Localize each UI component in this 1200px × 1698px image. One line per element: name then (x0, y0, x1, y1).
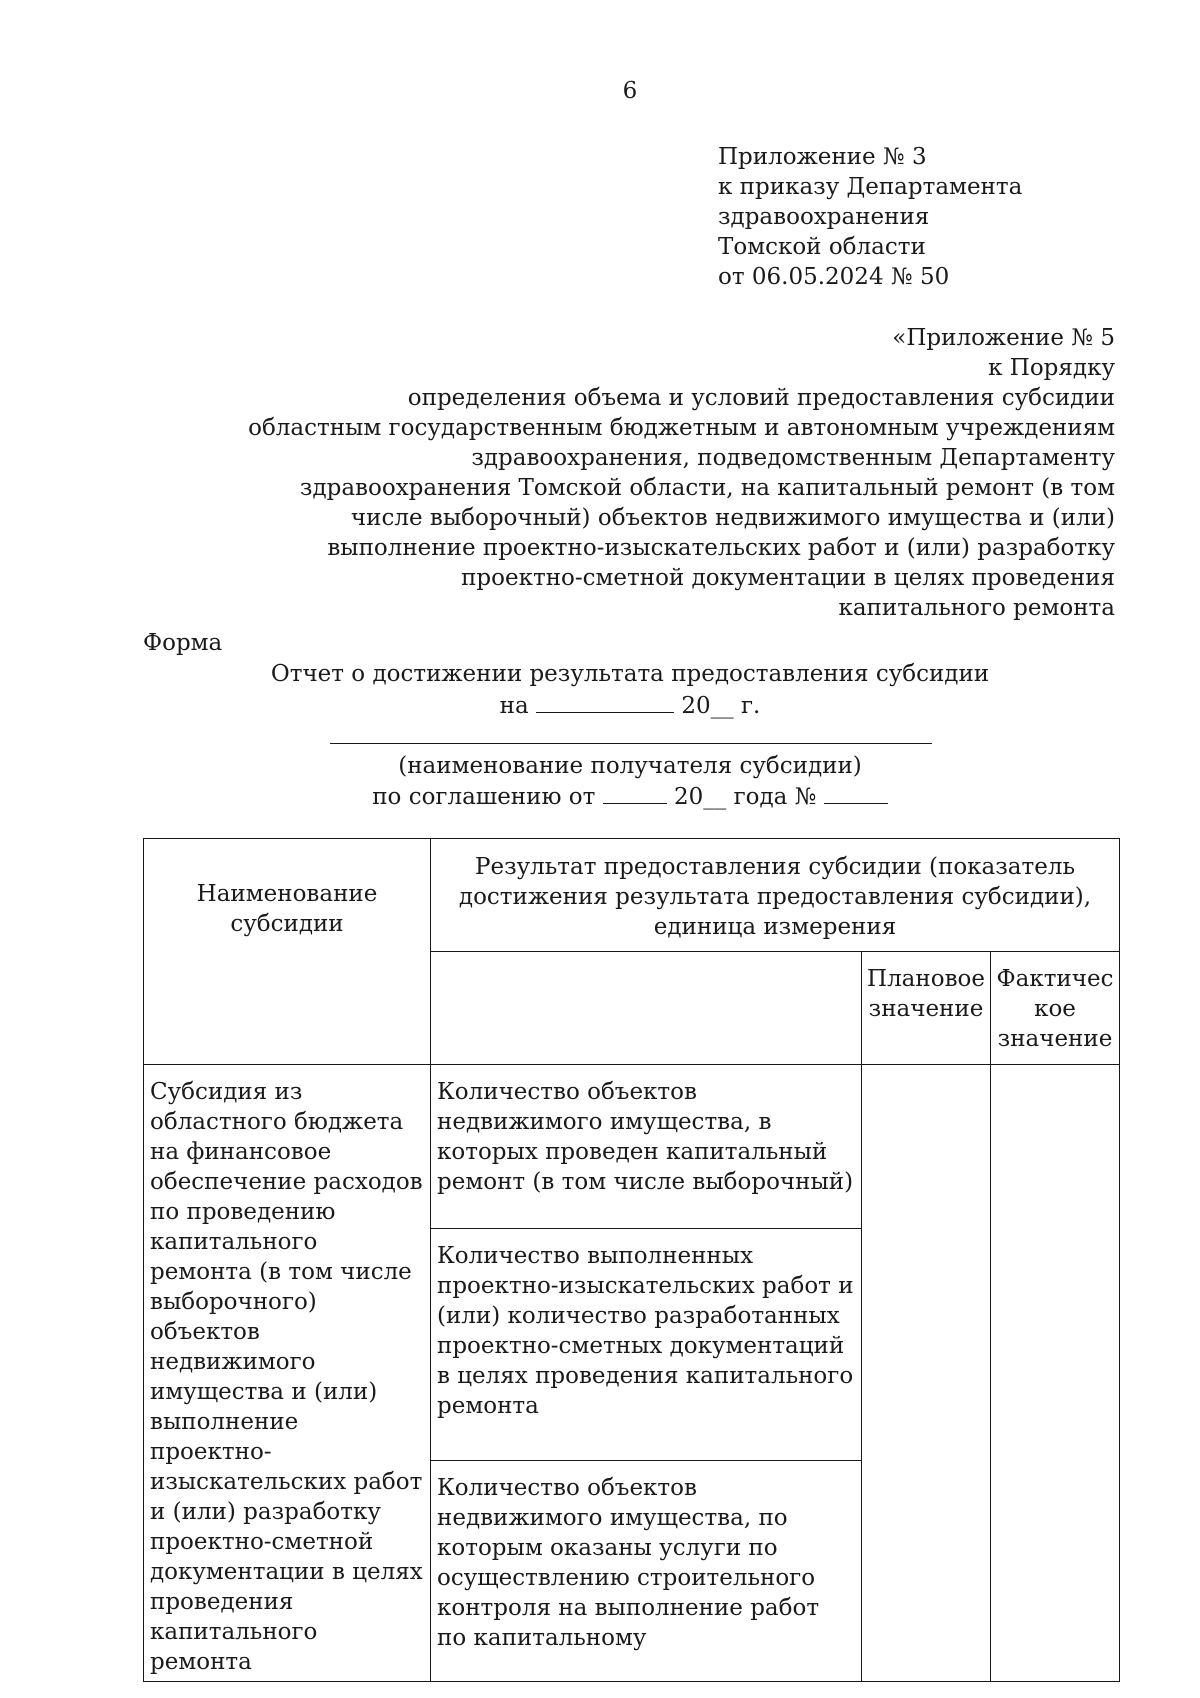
header-fact-value: Фактичес кое значение (991, 952, 1120, 1065)
table-header-row (144, 839, 1120, 952)
header-subsidy-name: Наименование субсидии (144, 839, 431, 1065)
agreement-year: 20__ (674, 784, 727, 810)
appendix-line: к приказу Департамента (718, 174, 1023, 200)
report-date-line (0, 690, 1200, 721)
appendix-line: Томской области (718, 234, 926, 260)
subsidy-name-cell: Субсидия из областного бюджета на финансовое обеспечение расходов по проведению капитального ремонта (в том числе выборочного) объектов недвижимого имущества и (или) выполнение проектно-изыскательских работ и (или) разработку проектно-сметной документации в целях проведения капитального ремонта (144, 1065, 431, 1682)
form-label: Форма (143, 630, 223, 656)
header-result: Результат предоставления субсидии (показатель достижения результата предоставления субсидии), единица измерения (431, 839, 1120, 952)
plan-value-cell[interactable] (862, 1065, 991, 1682)
report-title: Отчет о достижении результата предоставления субсидии (270, 661, 990, 687)
appendix-line: Приложение № 3 (718, 144, 927, 170)
recipient-caption: (наименование получателя субсидии) (398, 753, 862, 779)
appendix-header (718, 142, 1022, 292)
agreement-number-blank[interactable] (824, 781, 888, 804)
order-line: выполнение проектно-изыскательских работ и (или) разработку (327, 535, 1115, 561)
order-line: числе выборочный) объектов недвижимого имущества и (или) (350, 505, 1115, 531)
header-plan-value: Плановое значение (862, 952, 991, 1065)
order-line: здравоохранения, подведомственным Департаменту (471, 445, 1115, 471)
date-year: 20__ (681, 693, 734, 719)
recipient-name-blank[interactable] (330, 743, 932, 744)
agreement-date-blank[interactable] (603, 781, 667, 804)
order-line: областным государственным бюджетным и автономным учреждениям (248, 415, 1115, 441)
order-line: проектно-сметной документации в целях проведения (461, 565, 1115, 591)
order-line: капитального ремонта (838, 595, 1115, 621)
agreement-prefix: по соглашению от (372, 784, 596, 810)
order-line: определения объема и условий предоставления субсидии (407, 385, 1115, 411)
order-line: «Приложение № 5 (892, 325, 1115, 351)
appendix-line: от 06.05.2024 № 50 (718, 264, 950, 290)
agreement-mid: года № (733, 784, 817, 810)
appendix-line: здравоохранения (718, 204, 930, 230)
header-indicator-blank (431, 952, 862, 1065)
indicator-cell: Количество выполненных проектно-изыскательских работ и (или) количество разработанных проектно-сметных документаций в целях проведения капитального ремонта (431, 1229, 862, 1461)
indicator-cell: Количество объектов недвижимого имущества, по которым оказаны услуги по осуществлению строительного контроля на выполнение работ по капитальному (431, 1461, 862, 1682)
date-blank[interactable] (536, 690, 674, 713)
order-line: к Порядку (988, 355, 1115, 381)
date-suffix: г. (740, 693, 761, 719)
page-number: 6 (622, 78, 638, 104)
report-table (143, 838, 1120, 1682)
fact-value-cell[interactable] (991, 1065, 1120, 1682)
agreement-line (0, 781, 1200, 812)
table-row (144, 1065, 1120, 1229)
indicator-cell: Количество объектов недвижимого имущества, в которых проведен капитальный ремонт (в том числе выборочный) (431, 1065, 862, 1229)
order-appendix-header (248, 323, 1115, 623)
order-line: здравоохранения Томской области, на капитальный ремонт (в том (299, 475, 1115, 501)
date-prefix: на (499, 693, 529, 719)
